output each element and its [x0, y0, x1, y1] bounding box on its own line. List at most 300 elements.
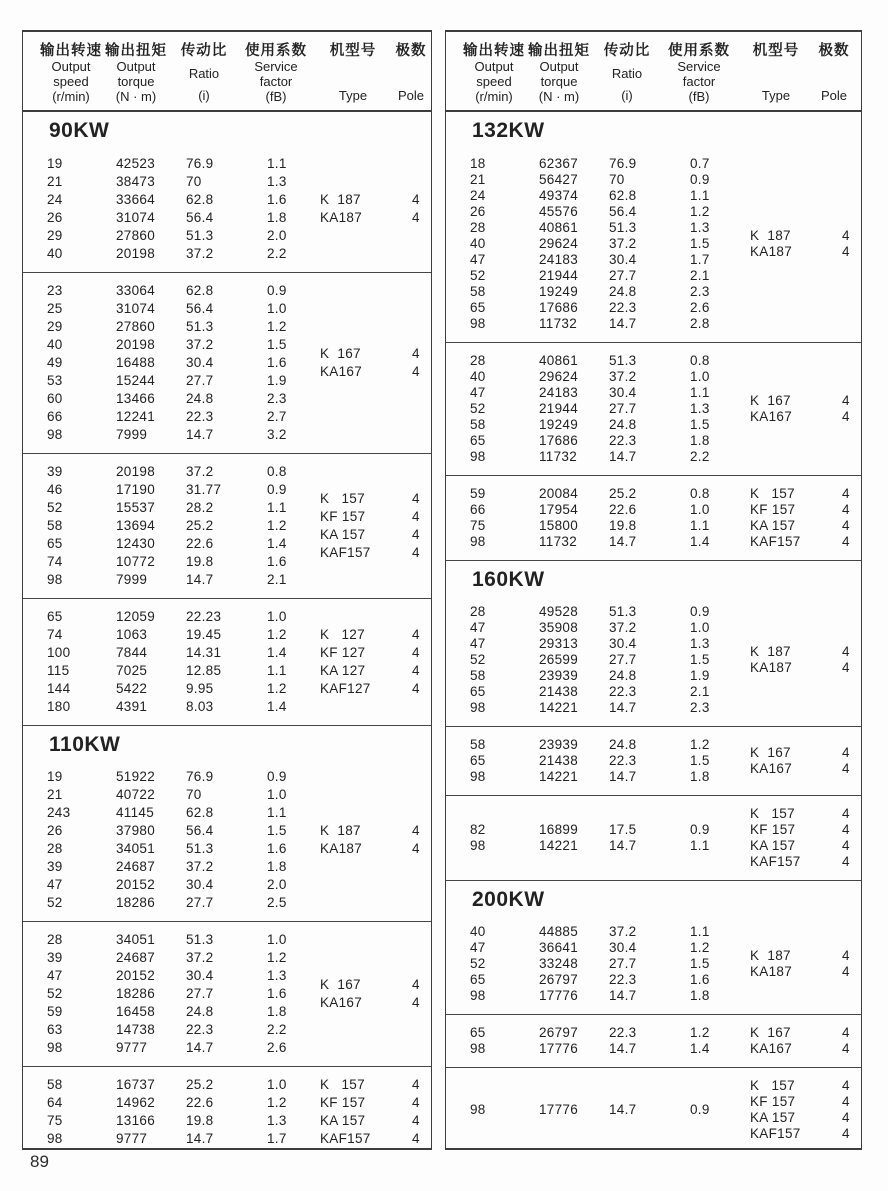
pole-value: 4 [842, 822, 850, 837]
output-speed-value: 243 [47, 805, 71, 820]
rating-block [446, 914, 861, 1014]
header-label-en [116, 60, 155, 89]
header-label-cn: 机型号 [752, 43, 800, 59]
output-speed-value: 58 [47, 1077, 63, 1092]
pole-value: 4 [412, 995, 420, 1010]
output-speed-value: 21 [470, 172, 486, 187]
type-value: KA167 [750, 1041, 793, 1056]
output-speed-value: 24 [470, 188, 486, 203]
type-value: KAF157 [750, 534, 801, 549]
rating-block [446, 342, 861, 475]
rating-rows [23, 931, 320, 1057]
rating-rows [23, 1076, 320, 1148]
output-speed-value: 52 [470, 956, 486, 971]
ratio-value: 37.2 [186, 246, 214, 261]
pole-value: 4 [412, 1095, 420, 1110]
ratio-value: 51.3 [186, 228, 214, 243]
output-torque-value: 12430 [116, 536, 156, 551]
type-value: KA167 [750, 761, 793, 776]
ratio-value: 30.4 [186, 355, 214, 370]
data-row [446, 268, 750, 284]
output-torque-value: 1063 [116, 627, 148, 642]
type-value: KA 127 [320, 663, 366, 678]
service-factor-value: 0.9 [690, 822, 710, 837]
section-title: 110KW [23, 725, 431, 759]
ratio-value: 27.7 [609, 268, 637, 283]
service-factor-value: 2.3 [267, 391, 287, 406]
ratio-value: 9.95 [186, 681, 214, 696]
output-torque-value: 26797 [539, 972, 579, 987]
output-torque-value: 11732 [539, 316, 578, 331]
output-torque-value: 17190 [116, 482, 156, 497]
data-row [446, 668, 750, 684]
header-label-unit: (r/min) [52, 89, 90, 104]
output-speed-value: 115 [47, 663, 70, 678]
output-speed-value: 39 [47, 464, 63, 479]
type-value: KF 127 [320, 645, 366, 660]
output-torque-value: 40861 [539, 220, 579, 235]
output-torque-value: 20084 [539, 486, 579, 501]
output-speed-value: 26 [47, 823, 63, 838]
data-row [446, 700, 750, 716]
pole-value: 4 [842, 228, 850, 243]
pole-value: 4 [842, 1078, 850, 1093]
service-factor-value: 0.7 [690, 156, 710, 171]
output-speed-value: 52 [470, 401, 486, 416]
data-row [446, 652, 750, 668]
data-row [23, 354, 320, 372]
output-torque-value: 34051 [116, 932, 156, 947]
type-row [750, 502, 861, 518]
output-speed-value: 28 [47, 932, 63, 947]
ratio-value: 51.3 [609, 604, 637, 619]
service-factor-value: 2.1 [690, 268, 710, 283]
service-factor-value: 1.5 [690, 753, 710, 768]
service-factor-value: 1.9 [690, 668, 710, 683]
service-factor-value: 1.1 [267, 805, 287, 820]
ratio-value: 27.7 [186, 373, 214, 388]
output-torque-value: 19249 [539, 284, 579, 299]
output-speed-value: 98 [470, 1041, 486, 1056]
output-speed-value: 49 [47, 355, 63, 370]
service-factor-value: 1.0 [690, 369, 710, 384]
pole-value: 4 [842, 1025, 850, 1040]
data-row [446, 220, 750, 236]
ratio-value: 14.7 [609, 1041, 637, 1056]
service-factor-value: 1.4 [267, 645, 287, 660]
type-value: KF 157 [320, 509, 366, 524]
service-factor-value: 1.0 [267, 1077, 287, 1092]
output-torque-value: 16899 [539, 822, 579, 837]
type-value: KAF157 [750, 854, 801, 869]
service-factor-value: 2.3 [690, 700, 710, 715]
header-col-type [315, 39, 391, 103]
rating-rows [446, 924, 750, 1004]
output-speed-value: 82 [470, 822, 486, 837]
pole-value: 4 [842, 486, 850, 501]
type-list [320, 1076, 431, 1148]
output-speed-value: 98 [47, 572, 63, 587]
output-speed-value: 58 [470, 284, 486, 299]
data-row [446, 838, 750, 854]
data-row [446, 518, 750, 534]
output-torque-value: 37980 [116, 823, 156, 838]
service-factor-value: 1.1 [267, 500, 287, 515]
output-torque-value: 14221 [539, 700, 579, 715]
section-title: 132KW [472, 119, 545, 142]
data-row [23, 245, 320, 263]
pole-value: 4 [412, 1077, 420, 1092]
output-speed-value: 58 [470, 668, 486, 683]
ratio-value: 24.8 [609, 737, 637, 752]
output-speed-value: 28 [47, 841, 63, 856]
ratio-value: 37.2 [186, 464, 214, 479]
ratio-value: 62.8 [609, 188, 637, 203]
type-row [750, 854, 861, 870]
service-factor-value: 0.9 [690, 1102, 710, 1117]
header-label-unit: (r/min) [475, 89, 513, 104]
data-row [23, 499, 320, 517]
data-row [23, 372, 320, 390]
output-torque-value: 41145 [116, 805, 155, 820]
output-torque-value: 49374 [539, 188, 579, 203]
type-value: K 167 [750, 745, 791, 760]
data-row [446, 956, 750, 972]
service-factor-value: 1.9 [267, 373, 287, 388]
pole-value: 4 [842, 964, 850, 979]
pole-value: 4 [412, 663, 420, 678]
ratio-value: 30.4 [186, 968, 214, 983]
ratio-value: 30.4 [186, 877, 214, 892]
output-torque-value: 23939 [539, 737, 579, 752]
output-speed-value: 65 [470, 433, 486, 448]
data-row [446, 684, 750, 700]
service-factor-value: 1.0 [267, 609, 287, 624]
output-torque-value: 19249 [539, 417, 579, 432]
data-row [23, 626, 320, 644]
output-torque-value: 9777 [116, 1131, 148, 1146]
ratio-value: 19.45 [186, 627, 222, 642]
ratio-value: 24.8 [186, 391, 214, 406]
pole-value: 4 [412, 491, 420, 506]
service-factor-value: 1.1 [690, 385, 710, 400]
data-row [446, 620, 750, 636]
type-value: K 187 [750, 948, 791, 963]
output-speed-value: 19 [47, 156, 63, 171]
output-torque-value: 44885 [539, 924, 579, 939]
type-value: KAF127 [320, 681, 371, 696]
service-factor-value: 1.7 [267, 1131, 287, 1146]
service-factor-value: 1.1 [690, 924, 710, 939]
ratio-value: 37.2 [609, 924, 637, 939]
output-speed-value: 59 [470, 486, 486, 501]
type-value: K 167 [320, 977, 361, 992]
data-row [23, 155, 320, 173]
pole-value: 4 [842, 761, 850, 776]
output-torque-value: 7844 [116, 645, 148, 660]
output-torque-value: 7025 [116, 663, 148, 678]
header-label-cn: 机型号 [329, 43, 377, 59]
pole-value: 4 [842, 838, 850, 853]
output-speed-value: 53 [47, 373, 63, 388]
type-value: K 167 [750, 1025, 791, 1040]
type-value: KA187 [750, 660, 793, 675]
ratio-value: 22.3 [186, 1022, 214, 1037]
data-row [23, 426, 320, 444]
output-speed-value: 23 [47, 283, 63, 298]
pole-value: 4 [412, 192, 420, 207]
ratio-value: 22.6 [186, 536, 214, 551]
data-row [23, 644, 320, 662]
ratio-value: 14.7 [609, 838, 637, 853]
ratio-value: 56.4 [186, 210, 214, 225]
service-factor-value: 1.8 [690, 988, 710, 1003]
data-row [23, 571, 320, 589]
output-torque-value: 17954 [539, 502, 579, 517]
data-row [23, 408, 320, 426]
data-row [446, 604, 750, 620]
service-factor-value: 1.8 [690, 433, 710, 448]
ratio-value: 70 [186, 174, 202, 189]
output-torque-value: 36641 [539, 940, 579, 955]
header-label-cn: 极数 [395, 43, 427, 59]
ratio-value: 14.7 [609, 449, 637, 464]
output-torque-value: 24687 [116, 859, 156, 874]
pole-value: 4 [412, 527, 420, 542]
ratio-value: 62.8 [186, 192, 214, 207]
service-factor-value: 1.1 [690, 518, 710, 533]
type-row [750, 228, 861, 244]
header-label-unit: (fB) [265, 89, 287, 104]
data-row [446, 300, 750, 316]
rating-block [23, 759, 431, 921]
type-value: K 187 [750, 228, 791, 243]
data-row [446, 401, 750, 417]
data-row [446, 252, 750, 268]
output-torque-value: 62367 [539, 156, 579, 171]
output-speed-value: 47 [470, 620, 486, 635]
data-row [23, 698, 320, 716]
output-speed-value: 144 [47, 681, 71, 696]
service-factor-value: 1.4 [267, 536, 287, 551]
data-row [446, 353, 750, 369]
output-torque-value: 40722 [116, 787, 156, 802]
ratio-value: 56.4 [609, 204, 637, 219]
output-speed-value: 39 [47, 859, 63, 874]
header-label-cn: 传动比 [180, 43, 228, 59]
output-speed-value: 65 [470, 684, 486, 699]
service-factor-value: 1.5 [690, 417, 710, 432]
service-factor-value: 1.8 [267, 210, 287, 225]
type-list [750, 1078, 861, 1142]
output-torque-value: 29313 [539, 636, 579, 651]
output-speed-value: 52 [47, 500, 63, 515]
output-speed-value: 46 [47, 482, 63, 497]
output-torque-value: 42523 [116, 156, 156, 171]
output-torque-value: 24687 [116, 950, 156, 965]
service-factor-value: 1.2 [690, 204, 710, 219]
output-speed-value: 52 [47, 895, 63, 910]
type-value: KF 157 [750, 822, 796, 837]
output-torque-value: 20198 [116, 337, 156, 352]
type-row [320, 994, 431, 1012]
ratio-value: 8.03 [186, 699, 214, 714]
output-speed-value: 63 [47, 1022, 63, 1037]
type-list [320, 490, 431, 562]
type-value: KF 157 [320, 1095, 366, 1110]
output-torque-value: 7999 [116, 572, 148, 587]
data-row [23, 173, 320, 191]
rating-rows [23, 463, 320, 589]
type-value: KA187 [320, 210, 363, 225]
type-row [750, 660, 861, 676]
service-factor-value: 1.1 [267, 156, 287, 171]
output-torque-value: 33064 [116, 283, 156, 298]
pole-value: 4 [842, 854, 850, 869]
type-row [750, 486, 861, 502]
header-label-en [474, 60, 513, 89]
header-col-service-factor [238, 39, 314, 103]
service-factor-value: 1.5 [690, 236, 710, 251]
rating-rows [446, 1025, 750, 1057]
rating-rows [23, 282, 320, 444]
header-label-unit: (N · m) [115, 89, 157, 104]
header-label-en-line: torque [117, 73, 155, 89]
service-factor-value: 2.6 [267, 1040, 287, 1055]
ratio-value: 30.4 [609, 940, 637, 955]
output-torque-value: 9777 [116, 1040, 148, 1055]
table-header [23, 32, 431, 112]
header-col-output-torque [519, 39, 599, 103]
type-row [750, 244, 861, 260]
header-label-cn: 传动比 [603, 43, 651, 59]
data-row [446, 737, 750, 753]
rating-block [23, 1066, 431, 1150]
type-value: K 157 [750, 1078, 795, 1093]
header-label-unit: Pole [820, 88, 848, 103]
type-value: KA187 [750, 964, 793, 979]
data-row [23, 840, 320, 858]
pole-value: 4 [842, 518, 850, 533]
data-row [446, 988, 750, 1004]
pole-value: 4 [412, 346, 420, 361]
service-factor-value: 1.3 [267, 1113, 287, 1128]
type-value: KA187 [320, 841, 363, 856]
header-label-en [254, 60, 297, 89]
pole-value: 4 [412, 977, 420, 992]
pole-value: 4 [842, 660, 850, 675]
type-value: KF 157 [750, 1094, 796, 1109]
output-speed-value: 98 [470, 449, 486, 464]
ratio-value: 25.2 [186, 518, 214, 533]
type-row [320, 680, 431, 698]
header-label-cn: 输出转速 [40, 43, 102, 59]
service-factor-value: 1.1 [267, 663, 287, 678]
ratio-value: 22.23 [186, 609, 222, 624]
header-label-cn: 极数 [818, 43, 850, 59]
output-torque-value: 31074 [116, 210, 156, 225]
type-row [750, 644, 861, 660]
ratio-value: 12.85 [186, 663, 222, 678]
data-row [23, 1130, 320, 1148]
output-speed-value: 40 [470, 924, 486, 939]
ratio-value: 70 [186, 787, 202, 802]
rating-rows [23, 768, 320, 912]
ratio-value: 37.2 [186, 859, 214, 874]
header-label-en-line: factor [682, 73, 716, 89]
output-torque-value: 4391 [116, 699, 148, 714]
output-torque-value: 51922 [116, 769, 156, 784]
rating-block [23, 146, 431, 272]
header-label-unit: Type [338, 88, 368, 103]
data-row [446, 636, 750, 652]
ratio-value: 51.3 [186, 932, 214, 947]
ratio-value: 30.4 [609, 636, 637, 651]
service-factor-value: 1.2 [690, 737, 710, 752]
type-row [750, 1094, 861, 1110]
data-row [446, 369, 750, 385]
data-row [23, 191, 320, 209]
output-torque-value: 45576 [539, 204, 579, 219]
ratio-value: 25.2 [609, 486, 637, 501]
output-speed-value: 40 [470, 236, 486, 251]
header-label-en-line: Service [254, 59, 298, 74]
ratio-value: 22.3 [609, 433, 637, 448]
ratio-value: 19.8 [186, 1113, 214, 1128]
service-factor-value: 1.8 [267, 1004, 287, 1019]
service-factor-value: 2.0 [267, 877, 287, 892]
type-value: KA167 [320, 995, 363, 1010]
type-value: KF 157 [750, 502, 796, 517]
output-torque-value: 17686 [539, 300, 579, 315]
output-torque-value: 17686 [539, 433, 579, 448]
data-row [446, 822, 750, 838]
rating-rows [446, 1102, 750, 1118]
ratio-value: 37.2 [186, 950, 214, 965]
rating-block [446, 1014, 861, 1067]
type-list [320, 976, 431, 1012]
data-row [446, 502, 750, 518]
output-speed-value: 47 [470, 636, 486, 651]
data-row [23, 894, 320, 912]
output-torque-value: 20198 [116, 464, 156, 479]
ratio-value: 51.3 [186, 841, 214, 856]
pole-value: 4 [412, 545, 420, 560]
type-row [750, 409, 861, 425]
type-row [320, 822, 431, 840]
pole-value: 4 [412, 681, 420, 696]
output-torque-value: 14738 [116, 1022, 156, 1037]
output-torque-value: 27860 [116, 228, 156, 243]
type-row [750, 964, 861, 980]
pole-value: 4 [842, 1094, 850, 1109]
ratio-value: 22.3 [186, 409, 214, 424]
type-value: KA167 [750, 409, 793, 424]
output-speed-value: 52 [47, 986, 63, 1001]
service-factor-value: 1.5 [267, 337, 287, 352]
type-value: K 187 [750, 644, 791, 659]
data-row [23, 209, 320, 227]
output-torque-value: 24183 [539, 385, 579, 400]
ratio-value: 14.7 [609, 316, 637, 331]
data-row [23, 680, 320, 698]
output-speed-value: 65 [470, 300, 486, 315]
rating-block [446, 594, 861, 726]
output-speed-value: 98 [470, 700, 486, 715]
header-label-en-line: Output [116, 59, 156, 74]
type-row [320, 345, 431, 363]
ratio-value: 19.8 [609, 518, 637, 533]
